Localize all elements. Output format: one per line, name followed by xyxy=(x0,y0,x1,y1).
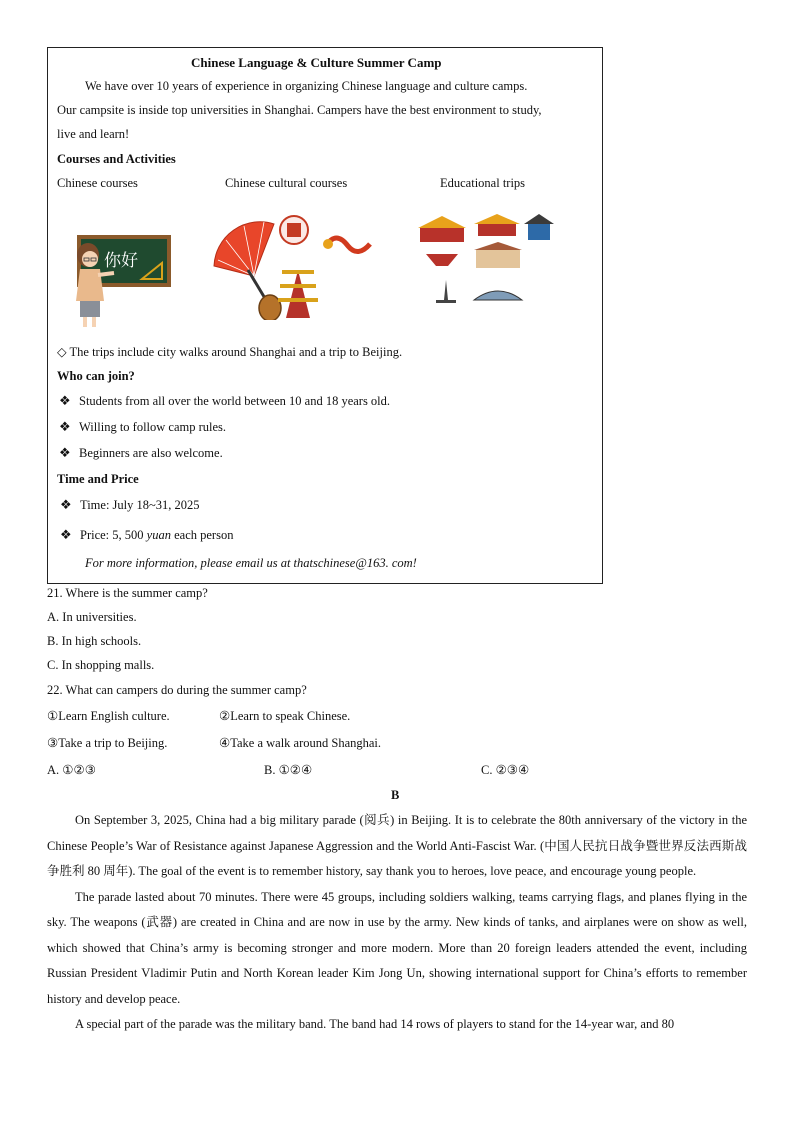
who-item-age: ❖ Students from all over the world between 10 and 18 years old. xyxy=(59,394,391,409)
time-price-heading: Time and Price xyxy=(57,472,139,486)
ad-intro-line-3: live and learn! xyxy=(57,127,130,141)
passage-paragraph-1: On September 3, 2025, China had a big military parade (阅兵) in Beijing. It is to celebrate the 80th anniversary of the victory in the Chinese People’s War of Resistance against Japanese Aggression and the World Anti-Fascist War. (中国人民抗日战争暨世界反法西斯战争胜利 80 周年). The goal of the event is to remember history, say thank you to heroes, love peace, and encourage young people. xyxy=(47,813,747,878)
landmarks-illustration xyxy=(418,210,558,310)
course-label-trips: Educational trips xyxy=(440,176,526,190)
who-heading: Who can join? xyxy=(57,369,135,383)
contact-line: For more information, please email us at thatschinese@163. com! xyxy=(85,556,417,570)
q22-option-c: C. ②③④ xyxy=(481,763,530,777)
q22-option-b: B. ①②④ xyxy=(264,763,313,777)
board-text: 你好 xyxy=(104,251,138,271)
lattice-diamond-icon: ❖ xyxy=(60,498,72,513)
q22-choice-4: ④Take a walk around Shanghai. xyxy=(219,736,382,750)
ad-intro-line-1: We have over 10 years of experience in organizing Chinese language and culture camps. xyxy=(85,79,528,93)
course-label-chinese: Chinese courses xyxy=(57,176,138,190)
q22-stem: 22. What can campers do during the summer camp? xyxy=(47,683,307,697)
ad-intro-line-2: Our campsite is inside top universities in Shanghai. Campers have the best environment to study, xyxy=(57,103,542,117)
who-item-rules: ❖ Willing to follow camp rules. xyxy=(59,420,227,435)
q22-option-a: A. ①②③ xyxy=(47,763,96,777)
camp-ad-box xyxy=(47,47,603,584)
trips-note: ◇ The trips include city walks around Shanghai and a trip to Beijing. xyxy=(57,345,403,359)
passage-paragraph-2: The parade lasted about 70 minutes. There were 45 groups, including soldiers walking, teams carrying flags, and planes flying in the sky. The weapons (武器) are created in China and are now in use by the army. New kinds of tanks, and airplanes were on show as well, which showed that China’s army is becoming stronger and more modern. More than 20 foreign leaders attended the event, including Russian President Vladimir Putin and North Korean leader Kim Jong Un, showing international support for China’s efforts to remember history and develop peace. xyxy=(47,889,747,1006)
q21-stem: 21. Where is the summer camp? xyxy=(47,586,208,600)
who-item-beginners: ❖ Beginners are also welcome. xyxy=(59,446,223,461)
time-item: ❖ Time: July 18~31, 2025 xyxy=(60,498,200,513)
ad-title: Chinese Language & Culture Summer Camp xyxy=(191,55,442,70)
culture-illustration xyxy=(208,210,376,320)
q21-option-a: A. In universities. xyxy=(47,610,137,624)
price-item: ❖ Price: 5, 500 yuan each person xyxy=(60,528,234,543)
q21-option-b: B. In high schools. xyxy=(47,634,142,648)
four-diamond-icon: ❖ xyxy=(59,420,71,435)
q21-option-c: C. In shopping malls. xyxy=(47,658,155,672)
section-b-passage xyxy=(47,808,747,1038)
four-diamond-icon: ❖ xyxy=(59,394,71,409)
lattice-diamond-icon: ❖ xyxy=(60,528,72,543)
section-b-label: B xyxy=(391,788,400,802)
passage-paragraph-3: A special part of the parade was the military band. The band had 14 rows of players to stand for the 14-year war, and 80 xyxy=(75,1017,675,1031)
q22-choice-1: ①Learn English culture. xyxy=(47,709,170,723)
teacher-illustration xyxy=(72,231,174,331)
courses-heading: Courses and Activities xyxy=(57,152,176,166)
q22-choice-2: ②Learn to speak Chinese. xyxy=(219,709,351,723)
course-label-cultural: Chinese cultural courses xyxy=(225,176,348,190)
q22-choice-3: ③Take a trip to Beijing. xyxy=(47,736,168,750)
four-diamond-icon: ❖ xyxy=(59,446,71,461)
